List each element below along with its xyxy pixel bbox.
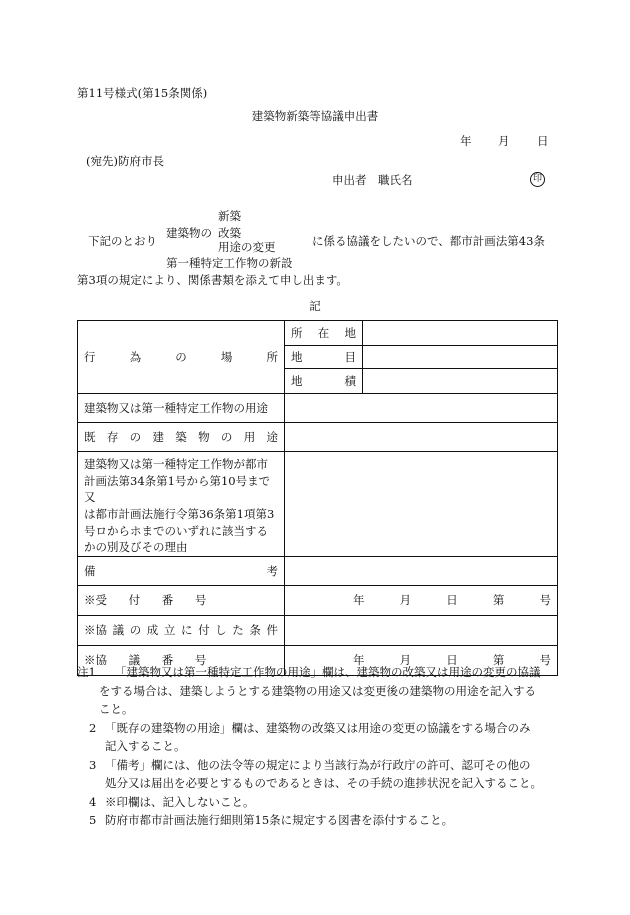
application-table xyxy=(77,320,558,676)
consultation-number-value-cell[interactable]: 年 月 日 第 号 xyxy=(285,646,558,676)
reason-label-cell: 建築物又は第一種特定工作物が都市 計画法第34条第1号から第10号まで又 は都市計画法施行令第36条第1項第3 号ロからホまでのいずれに該当する かの別及びその理由 xyxy=(78,452,285,557)
note-item: 注1 「建築物又は第一種特定工作物の用途」欄は、建築物の改築又は用途の変更の協議 をする場合は、建築しようとする建築物の用途又は変更後の建築物の用途を記入する こと。 xyxy=(77,665,541,716)
applicant-label: 申出者 xyxy=(332,173,367,187)
note-item: 3 「備考」欄には、他の法令等の規定により当該行為が行政庁の許可、認可その他の 処分又は届出を必要とするものであるときは、その手続の進捗状況を記入すること。 xyxy=(89,757,542,790)
date-day-label: 日 xyxy=(537,134,549,148)
body-suffix: に係る協議をしたいので、都市計画法第43条 xyxy=(312,234,545,248)
form-number: 第11号様式(第15条関係) xyxy=(77,86,208,100)
option-new-build: 新築 xyxy=(218,209,241,223)
agreement-condition-value-cell[interactable] xyxy=(285,616,558,646)
table-row xyxy=(78,586,558,616)
body-line-2: 第3項の規定により、関係書類を添えて申し出ます。 xyxy=(77,273,348,287)
use-value-cell[interactable] xyxy=(285,394,558,423)
existing-use-value-cell[interactable] xyxy=(285,423,558,452)
land-category-label-cell: 地 目 xyxy=(285,346,363,369)
table-row xyxy=(78,394,558,423)
body-prefix: 下記のとおり xyxy=(88,234,157,248)
note-item: 2 「既存の建築物の用途」欄は、建築物の改築又は用途の変更の協議をする場合のみ 記入すること。 xyxy=(89,720,531,753)
reception-number-value-cell[interactable]: 年 月 日 第 号 xyxy=(285,586,558,616)
note-item: 5 防府市都市計画法施行細則第15条に規定する図書を添付すること。 xyxy=(89,813,454,827)
note-item: 4 ※印欄は、記入しないこと。 xyxy=(89,794,255,809)
place-label-cell: 行 為 の 場 所 xyxy=(78,321,285,394)
reason-value-cell[interactable] xyxy=(285,452,558,557)
address-value-cell[interactable] xyxy=(363,321,558,346)
land-area-label-cell: 地 積 xyxy=(285,369,363,394)
date-year-label: 年 xyxy=(460,134,472,148)
address-label-cell: 所 在 地 xyxy=(285,321,363,346)
ki-heading: 記 xyxy=(309,299,321,313)
table-row xyxy=(78,557,558,586)
option-rebuild: 改築 xyxy=(218,226,241,240)
date-month-label: 月 xyxy=(498,134,510,148)
remarks-label-cell: 備 考 xyxy=(78,557,285,586)
use-label-cell: 建築物又は第一種特定工作物の用途 xyxy=(78,394,285,423)
notes-section xyxy=(77,663,559,830)
table-row xyxy=(78,452,558,557)
applicant-name-label: 職氏名 xyxy=(378,173,413,187)
table-row xyxy=(78,321,558,346)
reception-number-label-cell: ※受 付 番 号 xyxy=(78,586,285,616)
land-area-value-cell[interactable] xyxy=(363,369,558,394)
remarks-value-cell[interactable] xyxy=(285,557,558,586)
agreement-condition-label-cell: ※協 議 の 成 立 に 付 し た 条 件 xyxy=(78,616,285,646)
addressee: (宛先)防府市長 xyxy=(86,154,164,168)
body-building: 建築物の xyxy=(166,226,212,240)
consultation-number-label-cell: ※協 議 番 号 xyxy=(78,646,285,676)
option-special-structure: 第一種特定工作物の新設 xyxy=(166,256,293,270)
option-use-change: 用途の変更 xyxy=(218,240,276,254)
seal-mark: 印 xyxy=(530,172,545,187)
table-row xyxy=(78,616,558,646)
land-category-value-cell[interactable] xyxy=(363,346,558,369)
existing-use-label-cell: 既 存 の 建 築 物 の 用 途 xyxy=(78,423,285,452)
table-row xyxy=(78,423,558,452)
document-title: 建築物新築等協議申出書 xyxy=(251,109,379,123)
